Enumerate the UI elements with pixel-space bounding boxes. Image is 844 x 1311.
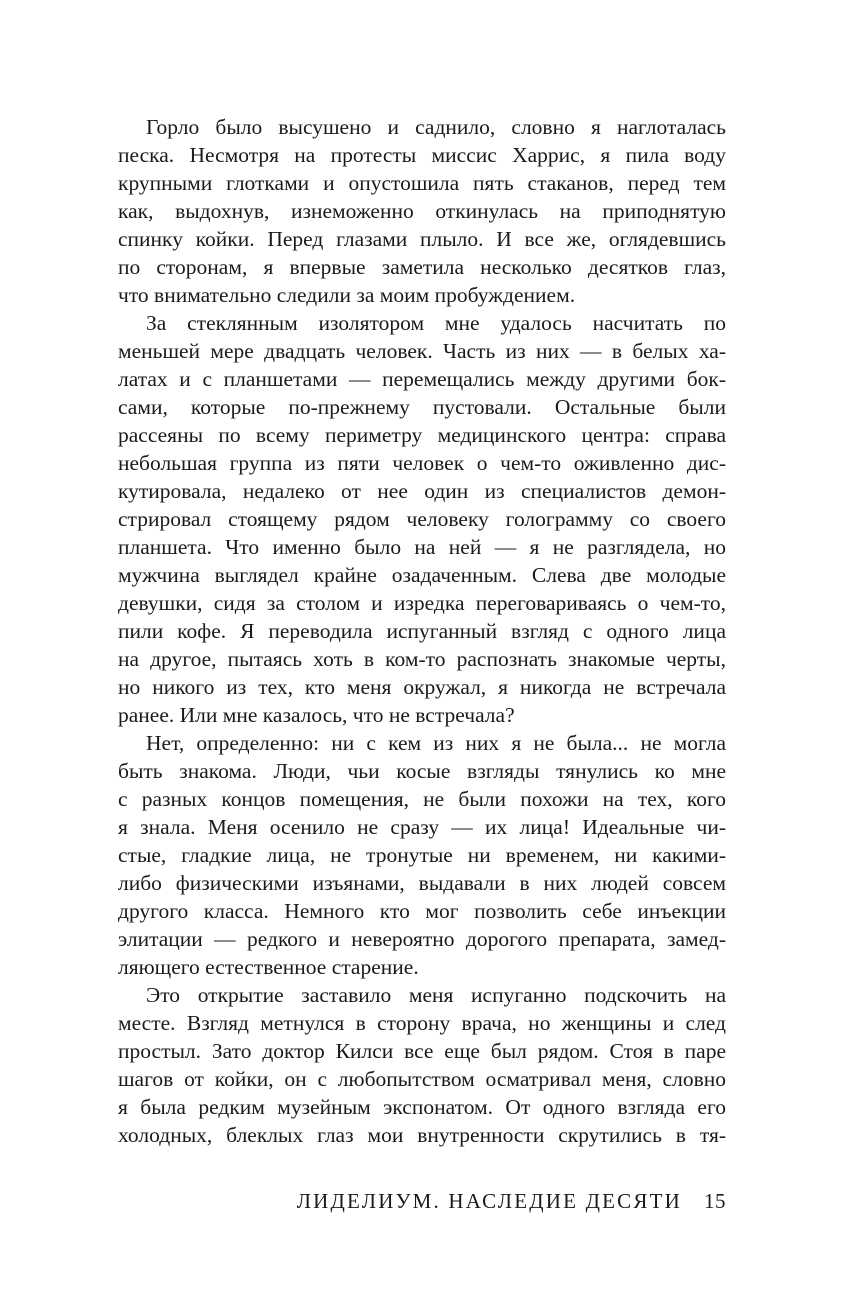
text-line: что внимательно следили за моим пробуждением. [118,283,576,307]
text-line: шагов от койки, он с любопытством осматривал меня, словно [118,1067,726,1091]
text-line: Нет, определенно: ни с кем из них я не была... не могла [146,731,726,755]
text-line: За стеклянным изолятором мне удалось насчитать по [146,311,726,335]
text-line: другого класса. Немного кто мог позволить себе инъекции [118,899,726,923]
text-line: месте. Взгляд метнулся в сторону врача, но женщины и след [118,1011,726,1035]
text-line: по сторонам, я впервые заметила несколько десятков глаз, [118,255,726,279]
text-line: простыл. Зато доктор Килси все еще был рядом. Стоя в паре [118,1039,726,1063]
text-line: на другое, пытаясь хоть в ком-то распознать знакомые черты, [118,647,726,671]
text-line: спинку койки. Перед глазами плыло. И все же, оглядевшись [118,227,726,251]
text-line: рассеяны по всему периметру медицинского центра: справа [118,423,726,447]
text-line: меньшей мере двадцать человек. Часть из них — в белых ха- [118,339,726,363]
text-line: кутировала, недалеко от нее один из специалистов демон- [118,479,726,503]
text-line: стые, гладкие лица, не тронутые ни временем, ни какими- [118,843,726,867]
text-line: либо физическими изъянами, выдавали в них людей совсем [118,871,726,895]
text-line: пили кофе. Я переводила испуганный взгляд с одного лица [118,619,726,643]
text-line: латах и с планшетами — перемещались между другими бок- [118,367,726,391]
text-line: Горло было высушено и саднило, словно я наглоталась [146,115,726,139]
body-text [118,113,726,1149]
text-line: с разных концов помещения, не были похожи на тех, кого [118,787,726,811]
paragraph-2 [118,309,726,729]
text-line: ляющего естественное старение. [118,955,419,979]
text-line: Это открытие заставило меня испуганно подскочить на [146,983,726,1007]
text-line: песка. Несмотря на протесты миссис Харрис, я пила воду [118,143,726,167]
text-line: мужчина выглядел крайне озадаченным. Слева две молодые [118,563,726,587]
text-line: планшета. Что именно было на ней — я не разглядела, но [118,535,726,559]
text-line: но никого из тех, кто меня окружал, я никогда не встречала [118,675,726,699]
text-line: ранее. Или мне казалось, что не встречала? [118,703,515,727]
paragraph-3 [118,729,726,981]
text-line: сами, которые по-прежнему пустовали. Остальные были [118,395,726,419]
paragraph-1 [118,113,726,309]
page-number: 15 [704,1188,726,1213]
page-footer [280,1184,726,1218]
text-line: крупными глотками и опустошила пять стаканов, перед тем [118,171,726,195]
paragraph-4 [118,981,726,1149]
text-line: быть знакома. Люди, чьи косые взгляды тянулись ко мне [118,759,726,783]
text-line: я была редким музейным экспонатом. От одного взгляда его [118,1095,726,1119]
text-line: стрировал стоящему рядом человеку голограмму со своего [118,507,726,531]
running-title: ЛИДЕЛИУМ. НАСЛЕДИЕ ДЕСЯТИ [296,1188,682,1213]
text-line: я знала. Меня осенило не сразу — их лица! Идеальные чи- [118,815,726,839]
text-line: элитации — редкого и невероятно дорогого препарата, замед- [118,927,726,951]
text-line: холодных, блеклых глаз мои внутренности скрутились в тя- [118,1123,726,1147]
text-line: девушки, сидя за столом и изредка переговариваясь о чем-то, [118,591,726,615]
text-line: небольшая группа из пяти человек о чем-то оживленно дис- [118,451,726,475]
text-line: как, выдохнув, изнеможенно откинулась на приподнятую [118,199,726,223]
